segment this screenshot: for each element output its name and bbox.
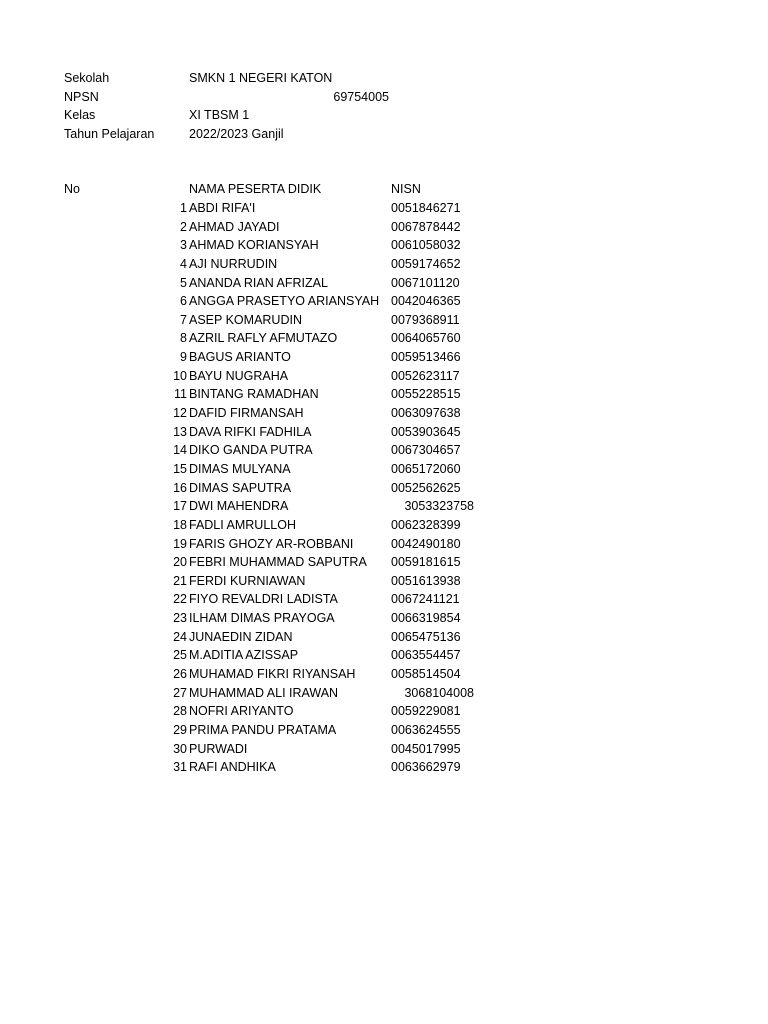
student-nisn: 0042046365 — [391, 294, 461, 309]
row-number: 23 — [173, 611, 187, 626]
table-row — [0, 385, 768, 404]
row-number: 12 — [173, 406, 187, 421]
student-name: JUNAEDIN ZIDAN — [189, 629, 293, 644]
student-name: FERDI KURNIAWAN — [189, 573, 306, 588]
student-name: M.ADITIA AZISSAP — [189, 648, 299, 663]
row-number: 1 — [180, 201, 187, 215]
table-row — [0, 553, 768, 572]
header-no: No — [64, 182, 80, 196]
student-nisn: 0067101120 — [391, 275, 460, 290]
student-name: BINTANG RAMADHAN — [189, 387, 319, 402]
student-name: AZRIL RAFLY AFMUTAZO — [189, 331, 338, 346]
table-row — [0, 460, 768, 479]
student-name: ILHAM DIMAS PRAYOGA — [189, 611, 335, 626]
table-row — [0, 311, 768, 330]
student-name: ANANDA RIAN AFRIZAL — [189, 275, 328, 290]
table-row — [0, 609, 768, 628]
student-name: BAYU NUGRAHA — [189, 368, 289, 383]
student-name: ASEP KOMARUDIN — [189, 312, 302, 327]
student-nisn: 0055228515 — [391, 387, 461, 402]
table-row — [0, 274, 768, 293]
meta-npsn — [0, 88, 768, 106]
row-number: 9 — [180, 350, 187, 365]
student-name: DIMAS MULYANA — [189, 461, 291, 476]
student-name: FARIS GHOZY AR-ROBBANI — [189, 536, 354, 551]
student-name: DWI MAHENDRA — [189, 499, 289, 514]
student-name: FEBRI MUHAMMAD SAPUTRA — [189, 555, 367, 570]
table-row — [0, 590, 768, 609]
student-nisn: 0079368911 — [391, 312, 460, 327]
student-name: MUHAMMAD ALI IRAWAN — [189, 685, 339, 700]
student-nisn: 0045017995 — [391, 741, 461, 756]
row-number: 24 — [173, 629, 187, 644]
table-row — [0, 348, 768, 367]
table-row — [0, 292, 768, 311]
student-nisn: 3053323758 — [404, 499, 474, 514]
row-number: 6 — [180, 294, 187, 309]
student-name: AHMAD KORIANSYAH — [189, 238, 319, 253]
table-row — [0, 740, 768, 759]
student-name: DAFID FIRMANSAH — [189, 406, 304, 421]
student-nisn: 0063554457 — [391, 648, 461, 663]
npsn-label: NPSN — [64, 90, 99, 104]
student-nisn: 0051613938 — [391, 573, 461, 588]
student-nisn: 0063097638 — [391, 406, 461, 421]
student-nisn: 0058514504 — [391, 667, 461, 682]
row-number: 11 — [174, 387, 187, 402]
student-nisn: 0061058032 — [391, 238, 461, 253]
row-number: 26 — [173, 667, 187, 682]
student-nisn: 0065475136 — [391, 629, 461, 644]
table-row — [0, 684, 768, 703]
student-nisn: 0067878442 — [391, 219, 461, 234]
student-nisn: 0065172060 — [391, 461, 461, 476]
row-number: 15 — [173, 461, 187, 476]
row-number: 17 — [173, 499, 187, 514]
row-number: 13 — [173, 424, 187, 439]
row-number: 10 — [173, 368, 187, 383]
student-name: BAGUS ARIANTO — [189, 350, 291, 365]
row-number: 30 — [173, 741, 187, 756]
table-row — [0, 423, 768, 442]
student-name: DAVA RIFKI FADHILA — [189, 424, 312, 439]
table-row — [0, 535, 768, 554]
row-number: 25 — [173, 648, 187, 663]
student-nisn: 0053903645 — [391, 424, 461, 439]
student-name: NOFRI ARIYANTO — [189, 704, 294, 719]
student-name: PRIMA PANDU PRATAMA — [189, 722, 337, 737]
tahun-label: Tahun Pelajaran — [64, 127, 155, 141]
kelas-value: XI TBSM 1 — [189, 108, 250, 122]
row-number: 2 — [180, 219, 187, 234]
table-row — [0, 572, 768, 591]
table-row — [0, 665, 768, 684]
table-row — [0, 199, 768, 218]
table-row — [0, 516, 768, 535]
student-nisn: 0059513466 — [391, 350, 461, 365]
student-nisn: 0051846271 — [391, 201, 461, 215]
table-row — [0, 236, 768, 255]
row-number: 4 — [180, 256, 187, 271]
student-nisn: 0052623117 — [391, 368, 460, 383]
student-name: ANGGA PRASETYO ARIANSYAH — [189, 294, 380, 309]
table-row — [0, 497, 768, 516]
student-nisn: 0059174652 — [391, 256, 461, 271]
student-nisn: 0066319854 — [391, 611, 461, 626]
table-row — [0, 404, 768, 423]
row-number: 20 — [173, 555, 187, 570]
table-row — [0, 367, 768, 386]
student-nisn: 0062328399 — [391, 517, 461, 532]
student-nisn: 0059229081 — [391, 704, 461, 719]
kelas-label: Kelas — [64, 108, 96, 122]
sekolah-value: SMKN 1 NEGERI KATON — [189, 71, 333, 85]
header-nisn: NISN — [391, 182, 421, 196]
row-number: 22 — [173, 592, 187, 607]
student-nisn: 0063662979 — [391, 760, 461, 775]
student-name: MUHAMAD FIKRI RIYANSAH — [189, 667, 356, 682]
student-nisn: 0067304657 — [391, 443, 461, 458]
npsn-value: 69754005 — [333, 90, 389, 104]
row-number: 29 — [173, 722, 187, 737]
student-name: FIYO REVALDRI LADISTA — [189, 592, 338, 607]
student-name: DIKO GANDA PUTRA — [189, 443, 313, 458]
table-row — [0, 702, 768, 721]
student-nisn: 0059181615 — [391, 555, 461, 570]
row-number: 27 — [173, 685, 187, 700]
row-number: 28 — [173, 704, 187, 719]
table-row — [0, 758, 768, 777]
row-number: 16 — [173, 480, 187, 495]
student-name: AJI NURRUDIN — [189, 256, 278, 271]
student-nisn: 0063624555 — [391, 722, 461, 737]
row-number: 31 — [173, 760, 187, 775]
table-row — [0, 329, 768, 348]
row-number: 14 — [173, 443, 187, 458]
student-name: RAFI ANDHIKA — [189, 760, 276, 775]
student-nisn: 0042490180 — [391, 536, 461, 551]
student-nisn: 0067241121 — [391, 592, 460, 607]
row-number: 21 — [173, 573, 187, 588]
student-nisn: 0052562625 — [391, 480, 461, 495]
student-name: ABDI RIFA'I — [189, 201, 256, 215]
student-name: DIMAS SAPUTRA — [189, 480, 292, 495]
table-row — [0, 255, 768, 274]
tahun-value: 2022/2023 Ganjil — [189, 127, 284, 141]
table-row — [0, 646, 768, 665]
table-row — [0, 628, 768, 647]
row-number: 5 — [180, 275, 187, 290]
student-nisn: 0064065760 — [391, 331, 461, 346]
row-number: 8 — [180, 331, 187, 346]
student-name: AHMAD JAYADI — [189, 219, 280, 234]
student-name: FADLI AMRULLOH — [189, 517, 296, 532]
table-row — [0, 441, 768, 460]
student-name: PURWADI — [189, 741, 248, 756]
row-number: 7 — [180, 312, 187, 327]
student-list — [0, 199, 768, 777]
table-row — [0, 721, 768, 740]
table-row — [0, 479, 768, 498]
table-row — [0, 218, 768, 237]
student-nisn: 3068104008 — [404, 685, 474, 700]
sekolah-label: Sekolah — [64, 71, 110, 85]
row-number: 3 — [180, 238, 187, 253]
header-name: NAMA PESERTA DIDIK — [189, 182, 322, 196]
row-number: 19 — [173, 536, 187, 551]
row-number: 18 — [173, 517, 187, 532]
